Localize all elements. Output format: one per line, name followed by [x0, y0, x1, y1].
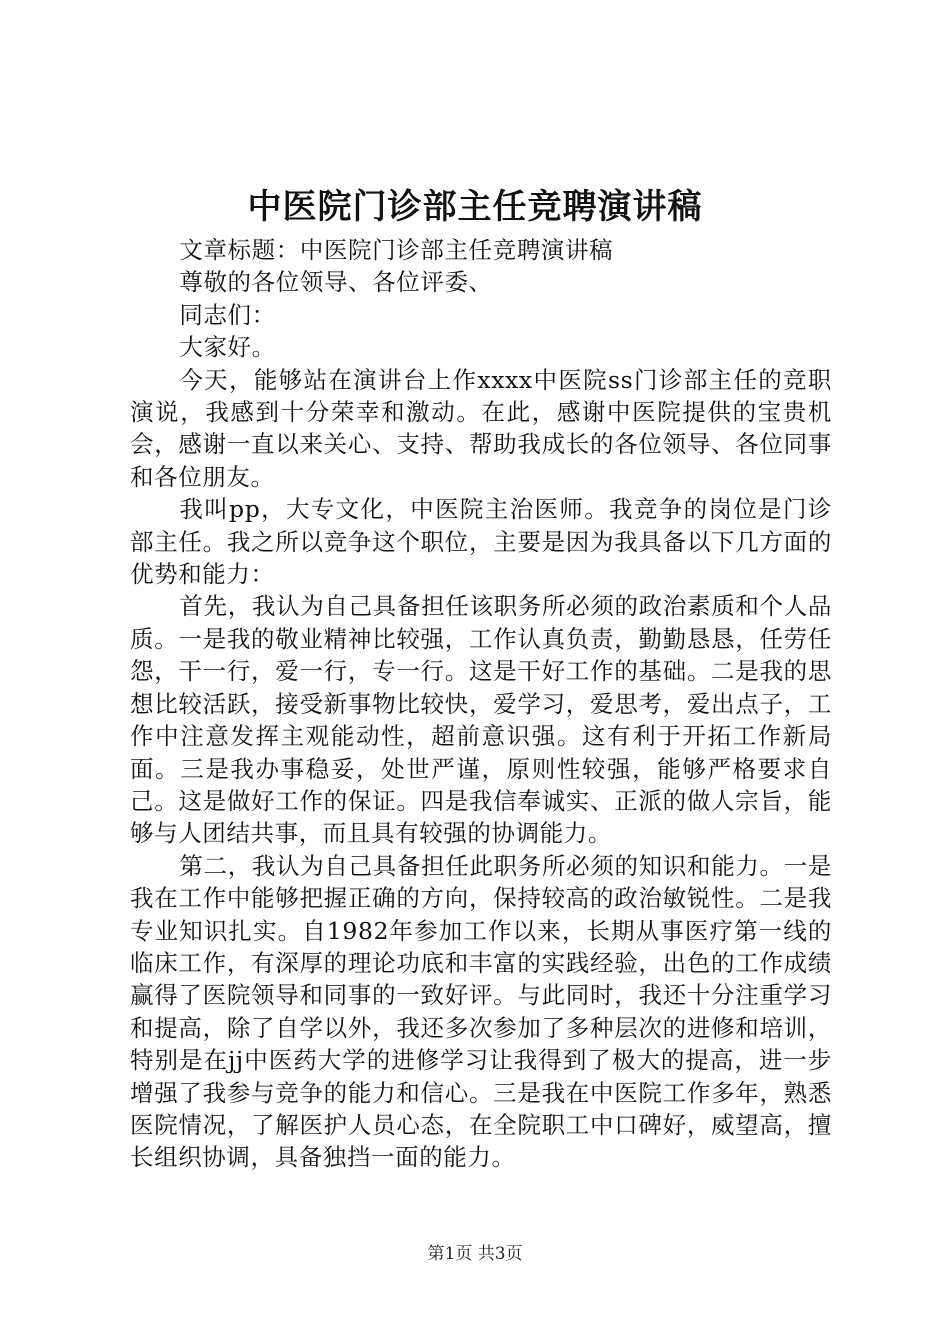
- document-body: [130, 234, 832, 1174]
- document-title: 中医院门诊部主任竞聘演讲稿: [247, 187, 703, 227]
- paragraph-salutation-comrades: 同志们：: [179, 300, 276, 329]
- paragraph-article-title: 文章标题：中医院门诊部主任竞聘演讲稿: [179, 236, 614, 264]
- paragraph-second-strength: 第二，我认为自己具备担任此职务所必须的知识和能力。一是我在工作中能够把握正确的方向，保持较高的政治敏锐性。二是我专业知识扎实。自1982年参加工作以来，长期从事医疗第一线的临床工作，有深厚的理论功底和丰富的实践经验，出色的工作成绩赢得了医院领导和同事的一致好评。与此同时，我还十分注重学习和提高，除了自学以外，我还多次参加了多种层次的进修和培训，特别是在jj中医药大学的进修学习让我得到了极大的提高，进一步增强了我参与竞争的能力和信心。三是我在中医院工作多年，熟悉医院情况，了解医护人员心态，在全院职工中口碑好，威望高，擅长组织协调，具备独挡一面的能力。: [130, 851, 832, 1172]
- paragraph-greeting: 大家好。: [179, 333, 276, 362]
- paragraph-opening: 今天，能够站在演讲台上作xxxx中医院ss门诊部主任的竞职演说，我感到十分荣幸和激动。在此，感谢中医院提供的宝贵机会，感谢一直以来关心、支持、帮助我成长的各位领导、各位同事和各位朋友。: [130, 365, 832, 491]
- paragraph-salutation: 尊敬的各位领导、各位评委、: [179, 268, 493, 297]
- paragraph-self-introduction: 我叫pp，大专文化，中医院主治医师。我竞争的岗位是门诊部主任。我之所以竞争这个职位，主要是因为我具备以下几方面的优势和能力：: [130, 495, 832, 589]
- page-footer: 第1页 共3页: [427, 1244, 523, 1264]
- paragraph-first-strength: 首先，我认为自己具备担任该职务所必须的政治素质和个人品质。一是我的敬业精神比较强，工作认真负责，勤勤恳恳，任劳任怨，干一行，爱一行，专一行。这是干好工作的基础。二是我的思想比较活跃，接受新事物比较快，爱学习，爱思考，爱出点子，工作中注意发挥主观能动性，超前意识强。这有利于开拓工作新局面。三是我办事稳妥，处世严谨，原则性较强，能够严格要求自己。这是做好工作的保证。四是我信奉诚实、正派的做人宗旨，能够与人团结共事，而且具有较强的协调能力。: [130, 592, 832, 848]
